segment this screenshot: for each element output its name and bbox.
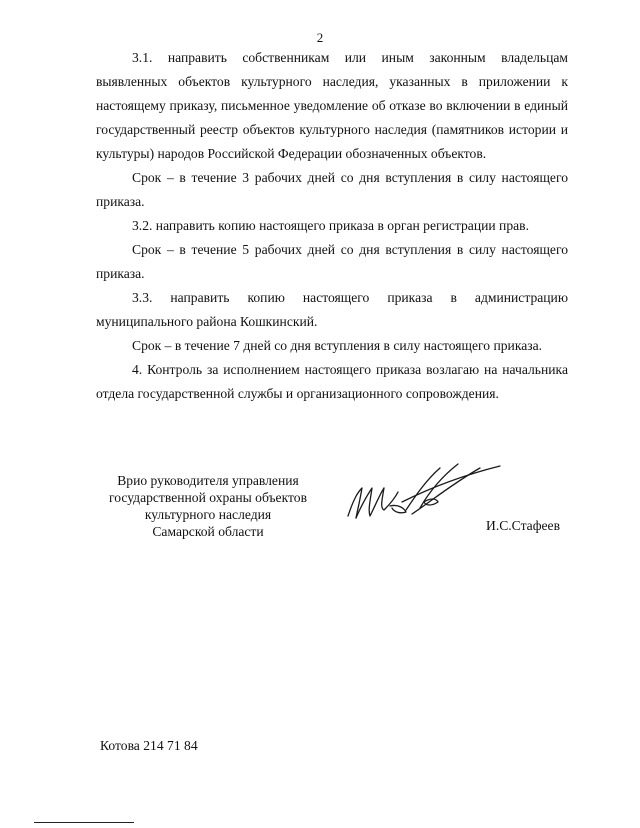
- signatory-title-line: культурного наследия: [144, 507, 272, 522]
- signatory-name: И.С.Стафеев: [486, 518, 561, 533]
- signatory-title-line: Самарской области: [152, 524, 264, 539]
- document-body: [96, 46, 568, 406]
- page-number: 2: [316, 30, 324, 45]
- handwritten-signature: [340, 458, 510, 528]
- paragraph-3-3: 3.3. направить копию настоящего приказа в администрацию муниципального района Кошкинский.: [96, 290, 568, 329]
- deadline-3-1: Срок – в течение 3 рабочих дней со дня вступления в силу настоящего приказа.: [96, 170, 568, 209]
- deadline-3-2: Срок – в течение 5 рабочих дней со дня вступления в силу настоящего приказа.: [96, 242, 568, 281]
- signatory-title-line: государственной охраны объектов: [108, 490, 307, 505]
- signatory-title-line: Врио руководителя управления: [117, 473, 299, 488]
- paragraph-3-2: 3.2. направить копию настоящего приказа в орган регистрации прав.: [132, 218, 529, 233]
- executor-contact: Котова 214 71 84: [100, 738, 198, 753]
- paragraph-3-1: 3.1. направить собственникам или иным законным владельцам выявленных объектов культурного наследия, указанных в приложении к настоящему приказу, письменное уведомление об отказе во включении в единый государственный реестр объектов культурного наследия (памятников истории и культуры) народов Российской Федерации обозначенных объектов.: [96, 50, 568, 161]
- deadline-3-3: Срок – в течение 7 дней со дня вступления в силу настоящего приказа.: [132, 338, 543, 353]
- signatory-title: [92, 472, 324, 540]
- footer-rule: [34, 822, 134, 823]
- paragraph-4: 4. Контроль за исполнением настоящего приказа возлагаю на начальника отдела государственной службы и организационного сопровождения.: [96, 362, 568, 401]
